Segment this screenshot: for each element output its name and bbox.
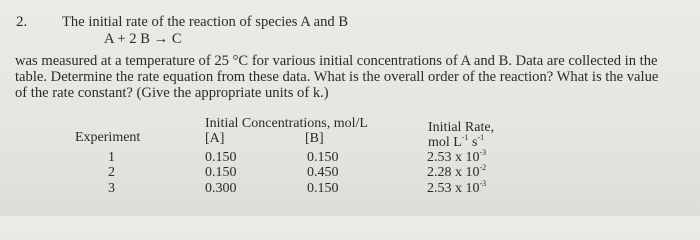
header-rate-units: mol $L^{-1}$ $s^{-1}$ xyxy=(428,133,485,150)
row-1-b: 0.150 xyxy=(307,150,339,165)
question-text-line-3: of the rate constant? (Give the appropriate units of k.) xyxy=(15,85,329,101)
row-3-experiment: 3 xyxy=(108,181,115,196)
row-3-b: 0.150 xyxy=(307,181,339,196)
header-b: [B] xyxy=(305,131,324,146)
question-text-line-2: table. Determine the rate equation from these data. What is the overall order of the reaction? What is the value xyxy=(15,69,659,85)
header-concentrations: Initial Concentrations, mol/L xyxy=(205,116,368,131)
question-text-line-1: was measured at a temperature of 25 °C for various initial concentrations of A and B. Data are collected in the xyxy=(15,53,658,69)
row-2-rate: 2.28 x $10^{-2}$ xyxy=(427,163,487,180)
header-a: [A] xyxy=(205,131,225,146)
row-2-a: 0.150 xyxy=(205,165,237,180)
reaction-equation: A + 2 B → C xyxy=(104,31,182,47)
row-2-b: 0.450 xyxy=(307,165,339,180)
question-number: 2. xyxy=(16,14,28,30)
row-3-rate: 2.53 x $10^{-3}$ xyxy=(427,179,487,196)
header-rate: Initial Rate, xyxy=(428,120,495,135)
row-1-experiment: 1 xyxy=(108,150,115,165)
question-intro: The initial rate of the reaction of species A and B xyxy=(62,14,349,30)
row-2-experiment: 2 xyxy=(108,165,115,180)
row-3-a: 0.300 xyxy=(205,181,237,196)
row-1-rate: 2.53 x $10^{-3}$ xyxy=(427,148,487,165)
row-1-a: 0.150 xyxy=(205,150,237,165)
header-experiment: Experiment xyxy=(75,130,141,145)
